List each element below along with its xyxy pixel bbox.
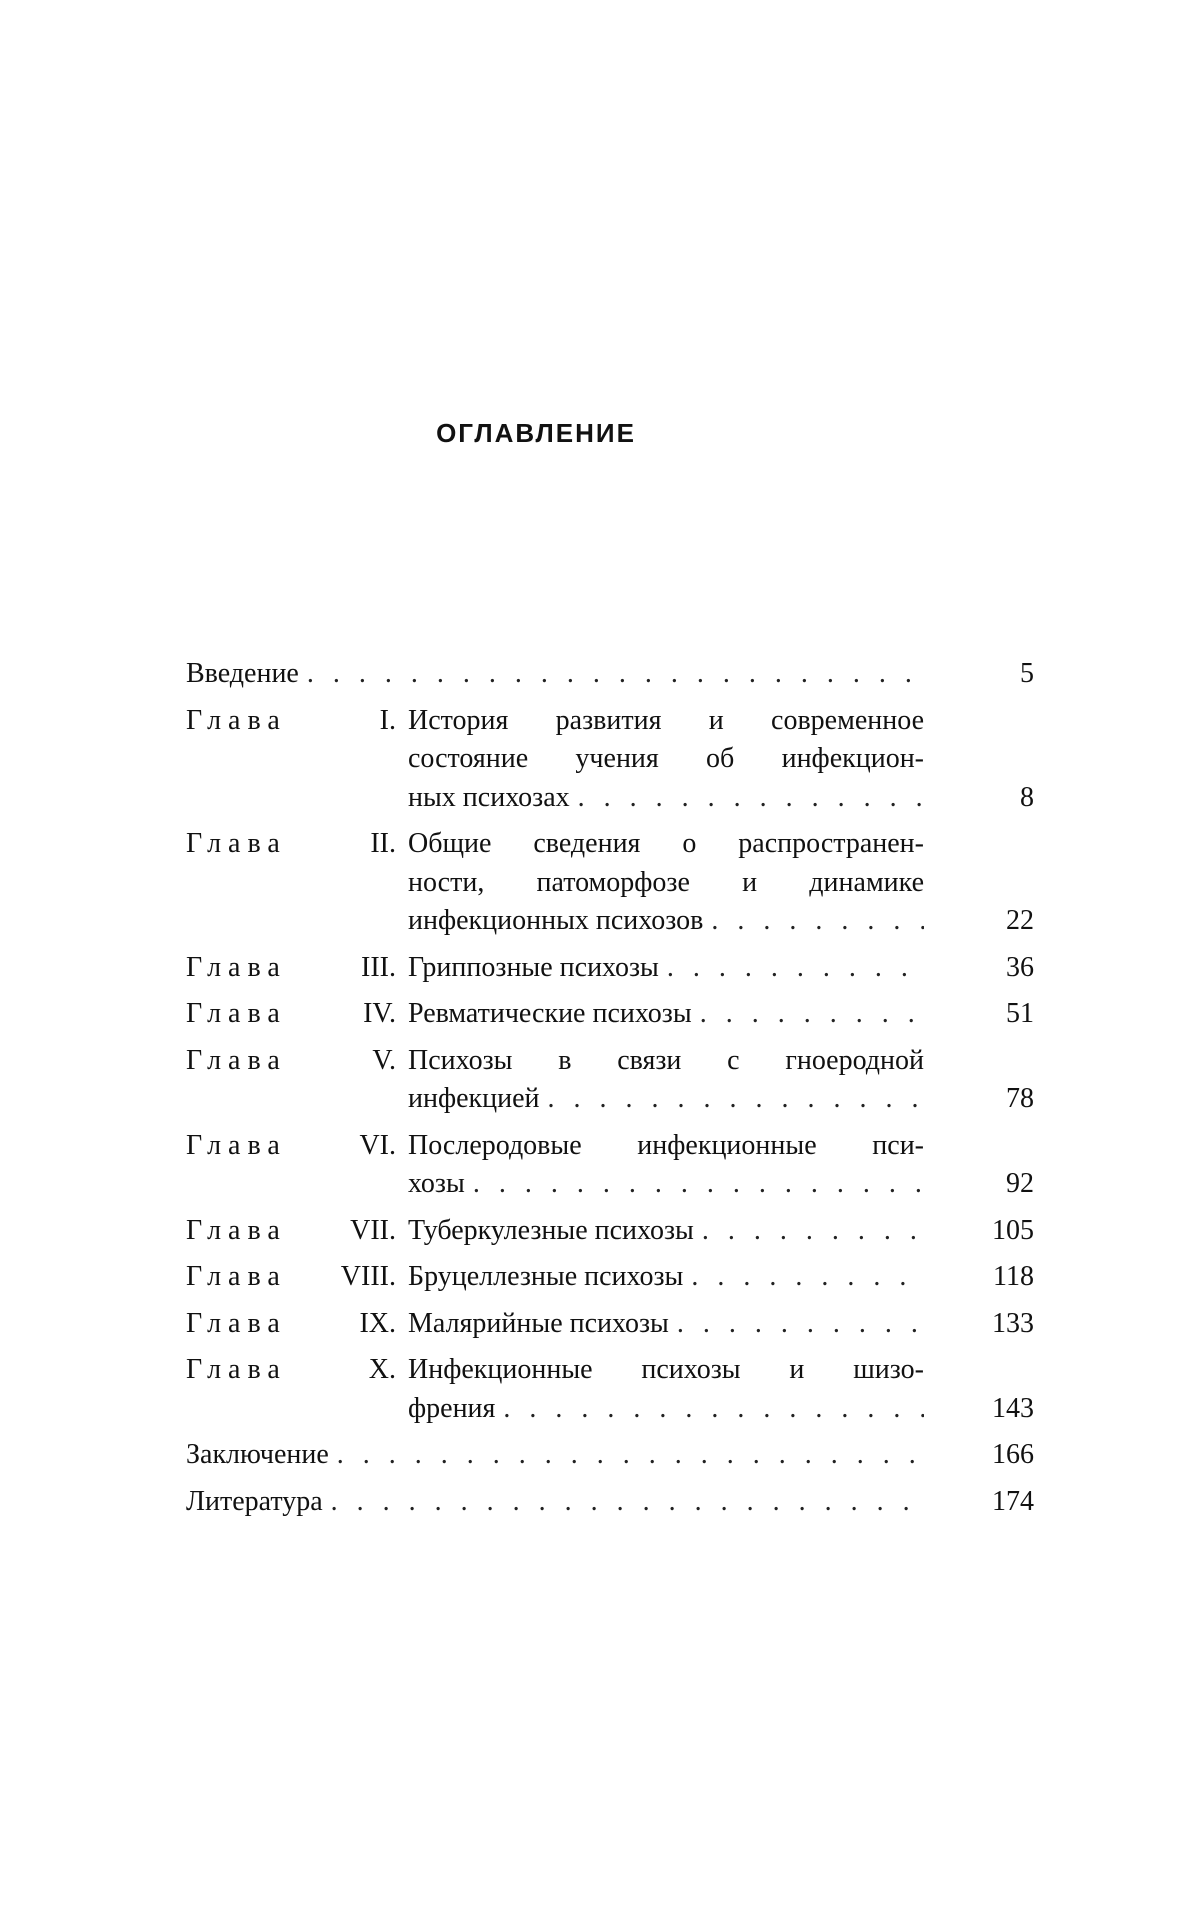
chapter-title-text: История развития и современное <box>408 704 924 736</box>
chapter-title-line <box>408 902 924 941</box>
chapter-title-text: ности, патоморфозе и динамике <box>408 866 924 898</box>
toc-entry-chapter[interactable] <box>186 1305 1034 1344</box>
chapter-title-line <box>408 1305 924 1344</box>
toc-page-number: 118 <box>993 1261 1034 1292</box>
toc-page-number: 174 <box>992 1485 1034 1517</box>
toc-entry-chapter[interactable] <box>186 1351 1034 1428</box>
chapter-number: VI. <box>359 1129 396 1161</box>
chapter-title-line <box>408 702 924 741</box>
toc-page-number: 92 <box>1006 1168 1034 1199</box>
toc-page-number: 143 <box>992 1392 1034 1424</box>
chapter-title-line <box>408 995 924 1034</box>
chapter-title-text: ных психозах <box>408 781 570 813</box>
chapter-title-line <box>408 1212 924 1251</box>
dot-leader <box>329 1436 924 1475</box>
chapter-title-text: Инфекционные психозы и шизо- <box>408 1354 924 1385</box>
chapter-title-line <box>408 825 924 864</box>
chapter-title <box>408 1042 924 1119</box>
dot-leader <box>683 1258 924 1297</box>
chapter-title <box>408 1212 924 1251</box>
toc-entry-literature[interactable] <box>186 1483 1034 1522</box>
page-title: ОГЛАВЛЕНИЕ <box>436 418 636 448</box>
dot-leader <box>694 1212 924 1251</box>
chapter-number: I. <box>379 704 396 736</box>
chapter-title-text: Бруцеллезные психозы <box>408 1261 684 1292</box>
toc-entry-intro[interactable] <box>186 655 1034 694</box>
chapter-number: VII. <box>350 1214 396 1246</box>
table-of-contents <box>186 655 1034 1529</box>
chapter-title-line <box>408 1390 924 1429</box>
toc-entry-chapter[interactable] <box>186 995 1034 1034</box>
chapter-title-text: Гриппозные психозы <box>408 951 659 983</box>
toc-page-number: 166 <box>992 1439 1034 1470</box>
chapter-title-text: Малярийные психозы <box>408 1307 669 1339</box>
chapter-title-text: Психозы в связи с гноеродной <box>408 1044 924 1076</box>
chapter-word: Глава <box>186 1129 287 1161</box>
chapter-number: II. <box>370 828 396 859</box>
dot-leader <box>465 1165 924 1204</box>
toc-entry-chapter[interactable] <box>186 1258 1034 1297</box>
chapter-word: Глава <box>186 1261 287 1292</box>
chapter-title <box>408 1127 924 1204</box>
chapter-word: Глава <box>186 1044 287 1076</box>
chapter-title-line <box>408 864 924 903</box>
dot-leader <box>495 1390 924 1429</box>
toc-entry-chapter[interactable] <box>186 1212 1034 1251</box>
chapter-title <box>408 1305 924 1344</box>
chapter-word: Глава <box>186 704 287 736</box>
chapter-number: III. <box>361 951 396 983</box>
chapter-title <box>408 1351 924 1428</box>
chapter-word: Глава <box>186 828 287 859</box>
toc-entry-chapter[interactable] <box>186 1042 1034 1119</box>
dot-leader <box>570 779 924 818</box>
chapter-title <box>408 995 924 1034</box>
chapter-title-line <box>408 949 924 988</box>
chapter-word: Глава <box>186 1307 287 1339</box>
chapter-title <box>408 825 924 941</box>
chapter-title <box>408 702 924 818</box>
toc-page-number: 78 <box>1006 1083 1034 1114</box>
toc-entry-chapter[interactable] <box>186 1127 1034 1204</box>
chapter-title-line <box>408 1258 924 1297</box>
chapter-list <box>186 702 1034 1429</box>
chapter-title-text: Послеродовые инфекционные пси- <box>408 1129 924 1161</box>
toc-entry-chapter[interactable] <box>186 702 1034 818</box>
dot-leader <box>659 949 924 988</box>
toc-page-number: 5 <box>1020 658 1034 689</box>
chapter-title-text: инфекционных психозов <box>408 905 704 936</box>
toc-page-number: 51 <box>1006 998 1034 1029</box>
chapter-title-text: хозы <box>408 1168 465 1199</box>
chapter-word: Глава <box>186 1354 287 1385</box>
chapter-title-line <box>408 779 924 818</box>
chapter-title-line <box>408 1080 924 1119</box>
chapter-title-text: инфекцией <box>408 1083 540 1114</box>
chapter-title-text: Общие сведения о распространен- <box>408 828 924 859</box>
dot-leader <box>299 655 924 694</box>
chapter-word: Глава <box>186 998 287 1029</box>
toc-entry-label: Введение <box>186 658 299 689</box>
chapter-title-line <box>408 1351 924 1390</box>
dot-leader <box>669 1305 924 1344</box>
toc-page-number: 105 <box>992 1214 1034 1246</box>
chapter-number: IX. <box>359 1307 396 1339</box>
toc-entry-conclusion[interactable] <box>186 1436 1034 1475</box>
toc-page-number: 36 <box>1006 951 1034 983</box>
chapter-number: IV. <box>363 998 396 1029</box>
dot-leader <box>703 902 924 941</box>
dot-leader <box>692 995 924 1034</box>
chapter-title-text: Ревматические психозы <box>408 998 692 1029</box>
chapter-title <box>408 1258 924 1297</box>
toc-page-number: 133 <box>992 1307 1034 1339</box>
chapter-title-text: состояние учения об инфекцион- <box>408 743 924 774</box>
chapter-title-text: Туберкулезные психозы <box>408 1214 694 1246</box>
toc-entry-label: Литература <box>186 1485 323 1517</box>
toc-entry-chapter[interactable] <box>186 949 1034 988</box>
toc-entry-label: Заключение <box>186 1439 329 1470</box>
chapter-word: Глава <box>186 1214 287 1246</box>
toc-entry-chapter[interactable] <box>186 825 1034 941</box>
chapter-title-line <box>408 1165 924 1204</box>
chapter-word: Глава <box>186 951 287 983</box>
chapter-title-text: френия <box>408 1392 496 1424</box>
chapter-number: VIII. <box>340 1261 396 1292</box>
dot-leader <box>540 1080 924 1119</box>
chapter-title-line <box>408 1127 924 1166</box>
chapter-number: V. <box>372 1044 396 1076</box>
dot-leader <box>323 1483 924 1522</box>
chapter-title-line <box>408 1042 924 1081</box>
toc-page-number: 22 <box>1006 905 1034 936</box>
chapter-title <box>408 949 924 988</box>
chapter-number: X. <box>368 1354 396 1385</box>
chapter-title-line <box>408 740 924 779</box>
toc-page-number: 8 <box>1020 781 1034 813</box>
